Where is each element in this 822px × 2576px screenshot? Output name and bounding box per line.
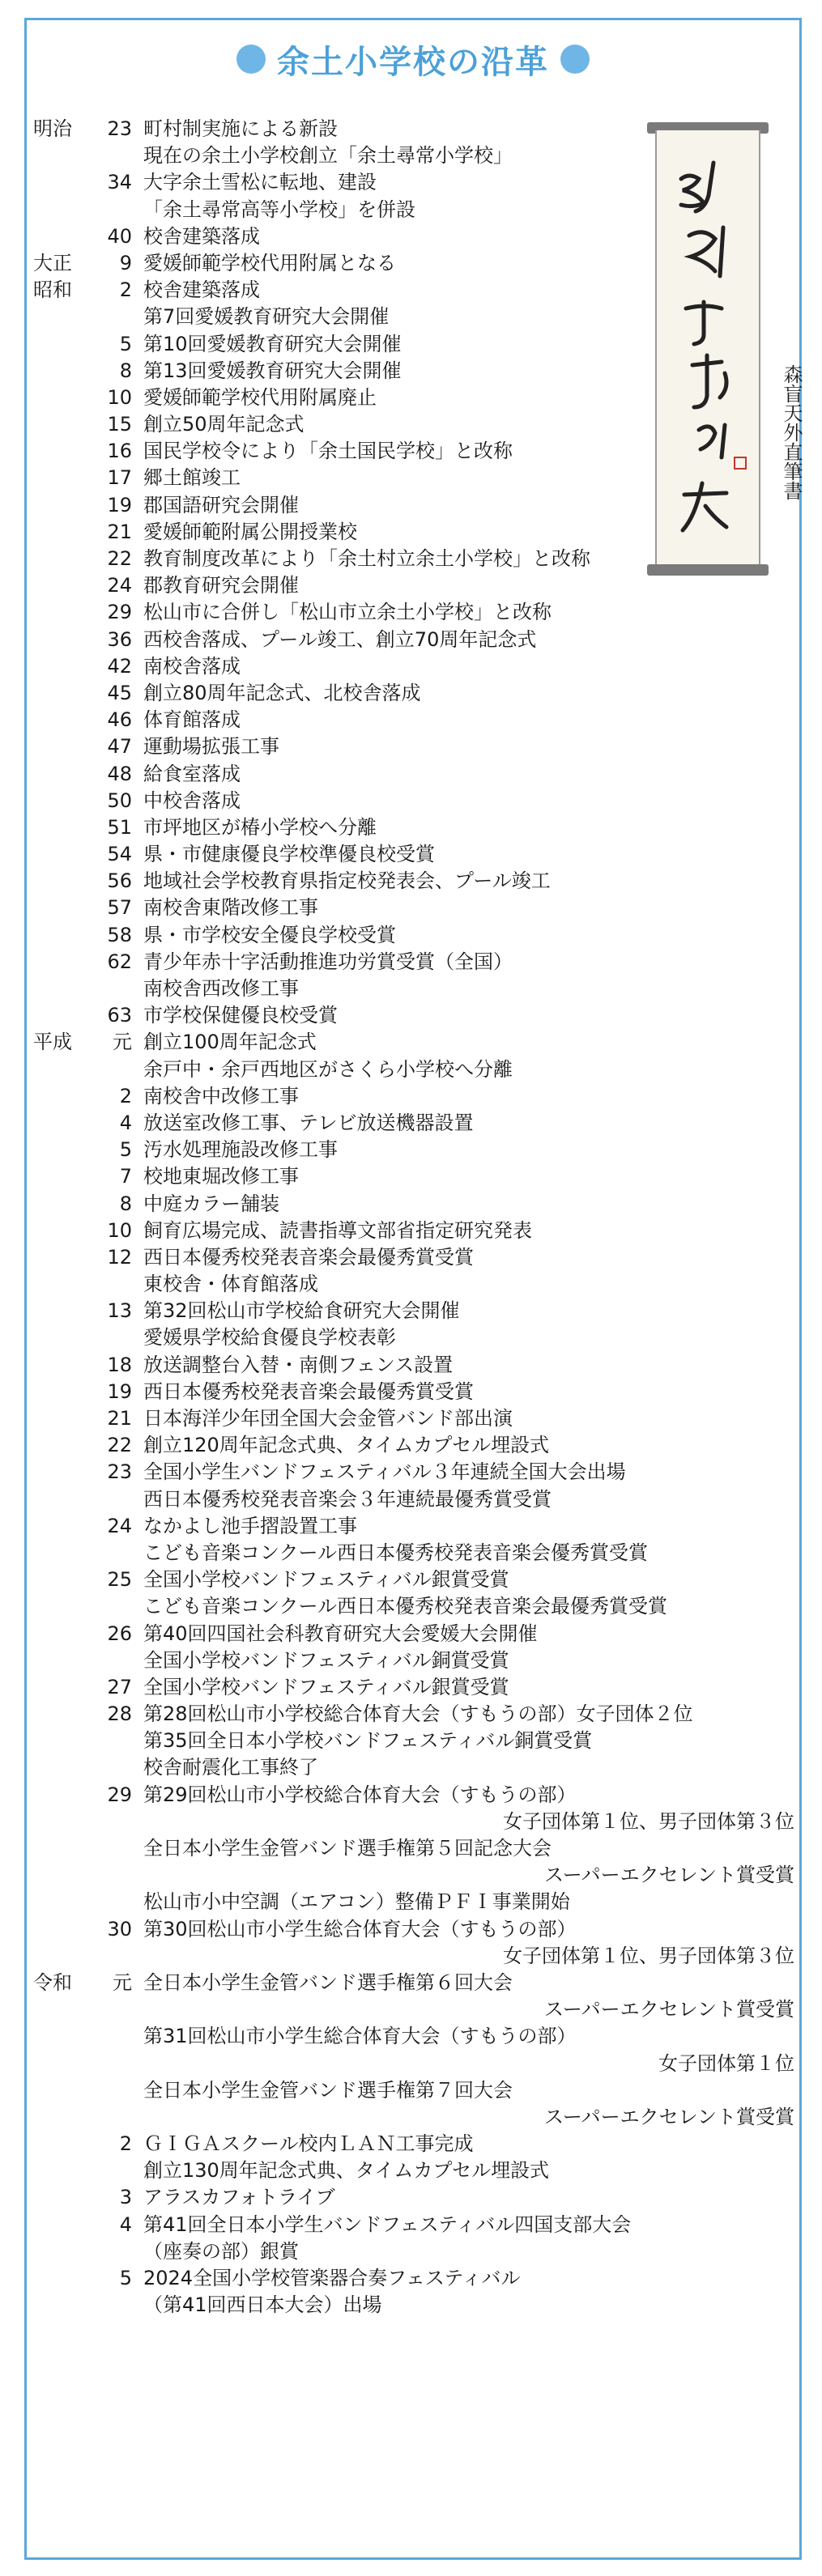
event-text: 郷土館竣工	[143, 466, 241, 490]
scroll-caption: 森盲天外直筆書	[780, 364, 803, 500]
year-label: 5	[119, 1138, 132, 1162]
event-text: 女子団体第１位	[658, 2051, 794, 2075]
event-text: 汚水処理施設改修工事	[143, 1138, 338, 1162]
year-label: 21	[107, 520, 132, 543]
event-text: 南校舎中改修工事	[143, 1084, 299, 1107]
history-row	[33, 1244, 794, 1271]
year-label: 54	[107, 843, 132, 866]
circle-ornament-icon	[560, 45, 590, 74]
event-text: 南校舎落成	[143, 654, 241, 678]
event-text: ＧＩＧＡスクール校内ＬＡＮ工事完成	[143, 2132, 474, 2156]
history-row	[33, 761, 794, 788]
event-text: 第32回松山市学校給食研究大会開催	[143, 1299, 460, 1323]
event-text: 中庭カラー舗装	[143, 1192, 279, 1215]
year-label: 45	[107, 681, 132, 704]
calligraphy-scroll	[647, 122, 769, 576]
history-row	[33, 1647, 794, 1674]
year-label: 28	[107, 1702, 132, 1726]
event-text: スーパーエクセレント賞受賞	[544, 1998, 794, 2021]
history-row	[33, 2131, 794, 2157]
event-text: 町村制実施による新設	[143, 117, 338, 140]
year-label: 17	[107, 466, 132, 490]
year-label: 25	[107, 1568, 132, 1592]
year-label: 30	[107, 1917, 132, 1941]
event-text: 全日本小学生金管バンド選手権第５回記念大会	[143, 1837, 552, 1860]
event-text: 全日本小学生金管バンド選手権第７回大会	[143, 2078, 513, 2102]
history-row	[33, 2265, 794, 2292]
title-banner	[27, 20, 799, 98]
year-label: 9	[119, 251, 132, 274]
calligraphy-artwork	[655, 130, 760, 567]
year-label: 50	[107, 789, 132, 812]
history-row	[33, 627, 794, 653]
history-row	[33, 1754, 794, 1781]
event-text: 女子団体第１位、男子団体第３位	[503, 1809, 794, 1833]
event-text: 中校舎落成	[143, 789, 241, 812]
event-text: 第10回愛媛教育研究大会開催	[143, 332, 402, 355]
history-row	[33, 1540, 794, 1566]
year-label: 21	[107, 1407, 132, 1430]
year-label: 63	[107, 1004, 132, 1027]
year-label: 57	[107, 896, 132, 920]
event-text: 創立50周年記念式	[143, 413, 305, 436]
year-label: 8	[119, 1192, 132, 1215]
history-row	[33, 1970, 794, 1996]
event-text: 余戸中・余戸西地区がさくら小学校へ分離	[143, 1057, 513, 1081]
history-row	[33, 1191, 794, 1218]
scroll-bottom-rod	[647, 564, 769, 576]
year-label: 10	[107, 1218, 132, 1242]
era-label: 大正	[33, 251, 72, 274]
history-row	[33, 1110, 794, 1137]
year-label: 元	[113, 1970, 132, 1994]
history-row	[33, 1943, 794, 1970]
history-row	[33, 1674, 794, 1701]
event-text: 全国小学校バンドフェスティバル銀賞受賞	[143, 1675, 509, 1698]
event-text: 愛媛師範附属公開授業校	[143, 520, 357, 543]
event-text: 教育制度改革により「余土村立余土小学校」と改称	[143, 547, 590, 570]
era-label: 昭和	[33, 278, 72, 302]
history-row	[33, 1593, 794, 1620]
event-text: 第7回愛媛教育研究大会開催	[143, 305, 390, 329]
event-text: 校舎建築落成	[143, 278, 260, 302]
event-text: 飼育広場完成、読書指導文部省指定研究発表	[143, 1218, 532, 1242]
event-text: 放送調整台入替・南側フェンス設置	[143, 1353, 454, 1376]
history-row	[33, 572, 794, 599]
event-text: 第31回松山市小学生総合体育大会（すもうの部）	[143, 2025, 577, 2048]
year-label: 22	[107, 1434, 132, 1457]
year-label: 29	[107, 601, 132, 624]
year-label: 51	[107, 815, 132, 839]
year-label: 24	[107, 574, 132, 597]
year-label: 19	[107, 493, 132, 516]
event-text: こども音楽コンクール西日本優秀校発表音楽会最優秀賞受賞	[143, 1595, 668, 1618]
history-row	[33, 733, 794, 760]
history-row	[33, 1513, 794, 1540]
year-label: 58	[107, 923, 132, 946]
year-label: 56	[107, 869, 132, 893]
year-label: 13	[107, 1299, 132, 1323]
history-row	[33, 949, 794, 976]
event-text: 第40回四国社会科教育研究大会愛媛大会開催	[143, 1622, 538, 1645]
year-label: 2	[119, 2132, 132, 2156]
event-text: 愛媛県学校給食優良学校表彰	[143, 1326, 396, 1350]
year-label: 12	[107, 1245, 132, 1269]
year-label: 10	[107, 385, 132, 409]
year-label: 40	[107, 224, 132, 248]
event-text: 市坪地区が椿小学校へ分離	[143, 815, 377, 839]
history-row	[33, 2184, 794, 2211]
history-row	[33, 1163, 794, 1190]
year-label: 5	[119, 332, 132, 355]
event-text: 全国小学生バンドフェスティバル３年連続全国大会出場	[143, 1460, 626, 1484]
era-label: 令和	[33, 1970, 72, 1994]
event-text: 創立120周年記念式典、タイムカプセル埋設式	[143, 1434, 550, 1457]
event-text: 西日本優秀校発表音楽会最優秀賞受賞	[143, 1245, 474, 1269]
history-row	[33, 1056, 794, 1083]
history-row	[33, 1379, 794, 1405]
history-row	[33, 1324, 794, 1351]
event-text: 創立80周年記念式、北校舎落成	[143, 681, 421, 704]
event-text: 県・市健康優良学校準優良校受賞	[143, 843, 435, 866]
year-label: 34	[107, 171, 132, 194]
event-text: 青少年赤十字活動推進功労賞受賞（全国）	[143, 950, 513, 973]
event-text: 給食室落成	[143, 762, 241, 785]
event-text: 西校舎落成、プール竣工、創立70周年記念式	[143, 627, 537, 651]
event-text: 創立130周年記念式典、タイムカプセル埋設式	[143, 2159, 550, 2183]
history-row	[33, 1083, 794, 1110]
event-text: 郡教育研究会開催	[143, 574, 299, 597]
history-row	[33, 1432, 794, 1459]
year-label: 23	[107, 1460, 132, 1484]
event-text: 県・市学校安全優良学校受賞	[143, 923, 396, 946]
history-row	[33, 868, 794, 895]
event-text: 放送室改修工事、テレビ放送機器設置	[143, 1111, 474, 1134]
event-text: 第30回松山市小学生総合体育大会（すもうの部）	[143, 1917, 577, 1941]
history-row	[33, 1621, 794, 1647]
history-row	[33, 1566, 794, 1593]
history-row	[33, 1029, 794, 1056]
history-row	[33, 1218, 794, 1244]
event-text: 校舎建築落成	[143, 224, 260, 248]
event-text: 愛媛師範学校代用附属廃止	[143, 385, 377, 409]
event-text: 全国小学校バンドフェスティバル銅賞受賞	[143, 1648, 509, 1672]
event-text: 第29回松山市小学校総合体育大会（すもうの部）	[143, 1783, 577, 1806]
year-label: 7	[119, 1165, 132, 1188]
history-row	[33, 2104, 794, 2131]
event-text: 松山市に合併し「松山市立余土小学校」と改称	[143, 601, 552, 624]
event-text: スーパーエクセレント賞受賞	[544, 1864, 794, 1887]
history-row	[33, 1405, 794, 1432]
event-text: こども音楽コンクール西日本優秀校発表音楽会優秀賞受賞	[143, 1541, 649, 1564]
event-text: 全日本小学生金管バンド選手権第６回大会	[143, 1970, 513, 1994]
history-row	[33, 976, 794, 1002]
history-row	[33, 2212, 794, 2238]
year-label: 2	[119, 1084, 132, 1107]
event-text: 日本海洋少年団全国大会金管バンド部出演	[143, 1407, 513, 1430]
event-text: （座奏の部）銀賞	[143, 2239, 299, 2263]
event-text: 南校舎西改修工事	[143, 977, 299, 1000]
event-text: 女子団体第１位、男子団体第３位	[503, 1944, 794, 1967]
history-row	[33, 680, 794, 707]
history-row	[33, 2077, 794, 2104]
year-label: 48	[107, 762, 132, 785]
history-row	[33, 1889, 794, 1915]
event-text: 大字余土雪松に転地、建設	[143, 171, 377, 194]
year-label: 22	[107, 547, 132, 570]
history-row	[33, 1486, 794, 1513]
event-text: 市学校保健優良校受賞	[143, 1004, 338, 1027]
history-row	[33, 2157, 794, 2184]
year-label: 元	[113, 1031, 132, 1054]
history-row	[33, 895, 794, 921]
history-row	[33, 1835, 794, 1862]
history-row	[33, 1782, 794, 1809]
year-label: 24	[107, 1514, 132, 1537]
history-row	[33, 814, 794, 841]
event-text: 第41回全日本小学生バンドフェスティバル四国支部大会	[143, 2213, 632, 2236]
history-row	[33, 2292, 794, 2319]
year-label: 3	[119, 2186, 132, 2209]
year-label: 19	[107, 1379, 132, 1403]
year-label: 2	[119, 278, 132, 302]
event-text: 西日本優秀校発表音楽会３年連続最優秀賞受賞	[143, 1487, 552, 1511]
year-label: 4	[119, 2213, 132, 2236]
history-panel	[24, 18, 802, 2560]
history-row	[33, 1809, 794, 1835]
event-text: 東校舎・体育館落成	[143, 1273, 318, 1296]
event-text: 体育館落成	[143, 708, 241, 732]
history-row	[33, 2051, 794, 2077]
history-row	[33, 922, 794, 949]
era-label: 平成	[33, 1031, 72, 1054]
event-text: 第28回松山市小学校総合体育大会（すもうの部）女子団体２位	[143, 1702, 693, 1726]
event-text: 国民学校令により「余土国民学校」と改称	[143, 440, 513, 463]
event-text: 南校舎東階改修工事	[143, 896, 318, 920]
history-row	[33, 1916, 794, 1943]
year-label: 27	[107, 1675, 132, 1698]
year-label: 5	[119, 2267, 132, 2289]
year-label: 8	[119, 359, 132, 382]
event-text: 2024全国小学校管楽器合奏フェスティバル	[143, 2267, 521, 2289]
event-text: 松山市小中空調（エアコン）整備ＰＦＩ事業開始	[143, 1890, 570, 1914]
history-row	[33, 1137, 794, 1163]
event-text: 郡国語研究会開催	[143, 493, 299, 516]
year-label: 42	[107, 654, 132, 678]
year-label: 29	[107, 1783, 132, 1806]
year-label: 15	[107, 413, 132, 436]
history-row	[33, 1002, 794, 1029]
year-label: 4	[119, 1111, 132, 1134]
history-row	[33, 2023, 794, 2050]
history-row	[33, 788, 794, 814]
history-row	[33, 653, 794, 680]
event-text: スーパーエクセレント賞受賞	[544, 2105, 794, 2128]
history-row	[33, 1701, 794, 1728]
event-text: 地域社会学校教育県指定校発表会、プール竣工	[143, 869, 551, 893]
event-text: 第35回全日本小学校バンドフェスティバル銅賞受賞	[143, 1729, 593, 1753]
event-text: 第13回愛媛教育研究大会開催	[143, 359, 402, 382]
event-text: アラスカフォトライブ	[143, 2186, 335, 2209]
event-text: 現在の余土小学校創立「余土尋常小学校」	[143, 144, 513, 168]
event-text: 全国小学校バンドフェスティバル銀賞受賞	[143, 1568, 509, 1592]
page-title: 余土小学校の沿革	[277, 43, 549, 81]
history-row	[33, 599, 794, 626]
history-row	[33, 1271, 794, 1298]
event-text: なかよし池手摺設置工事	[143, 1514, 357, 1537]
history-row	[33, 1728, 794, 1754]
year-label: 36	[107, 627, 132, 651]
event-text: 「余土尋常高等小学校」を併設	[143, 198, 415, 221]
year-label: 26	[107, 1622, 132, 1645]
event-text: 校舎耐震化工事終了	[143, 1756, 318, 1779]
event-text: 創立100周年記念式	[143, 1031, 317, 1054]
year-label: 23	[107, 117, 132, 140]
year-label: 46	[107, 708, 132, 732]
era-label: 明治	[33, 117, 72, 140]
history-row	[33, 1298, 794, 1324]
event-text: 愛媛師範学校代用附属となる	[143, 251, 396, 274]
event-text: 運動場拡張工事	[143, 735, 279, 759]
event-text: 校地東堀改修工事	[143, 1165, 299, 1188]
history-row	[33, 2238, 794, 2265]
event-text: 西日本優秀校発表音楽会最優秀賞受賞	[143, 1379, 474, 1403]
event-text: （第41回西日本大会）出場	[143, 2293, 382, 2317]
history-row	[33, 1862, 794, 1889]
year-label: 47	[107, 735, 132, 759]
history-row	[33, 1352, 794, 1379]
year-label: 62	[107, 950, 132, 973]
history-row	[33, 1459, 794, 1486]
year-label: 18	[107, 1353, 132, 1376]
year-label: 16	[107, 440, 132, 463]
circle-ornament-icon	[236, 45, 266, 74]
history-row	[33, 707, 794, 733]
history-row	[33, 841, 794, 868]
history-row	[33, 1996, 794, 2023]
